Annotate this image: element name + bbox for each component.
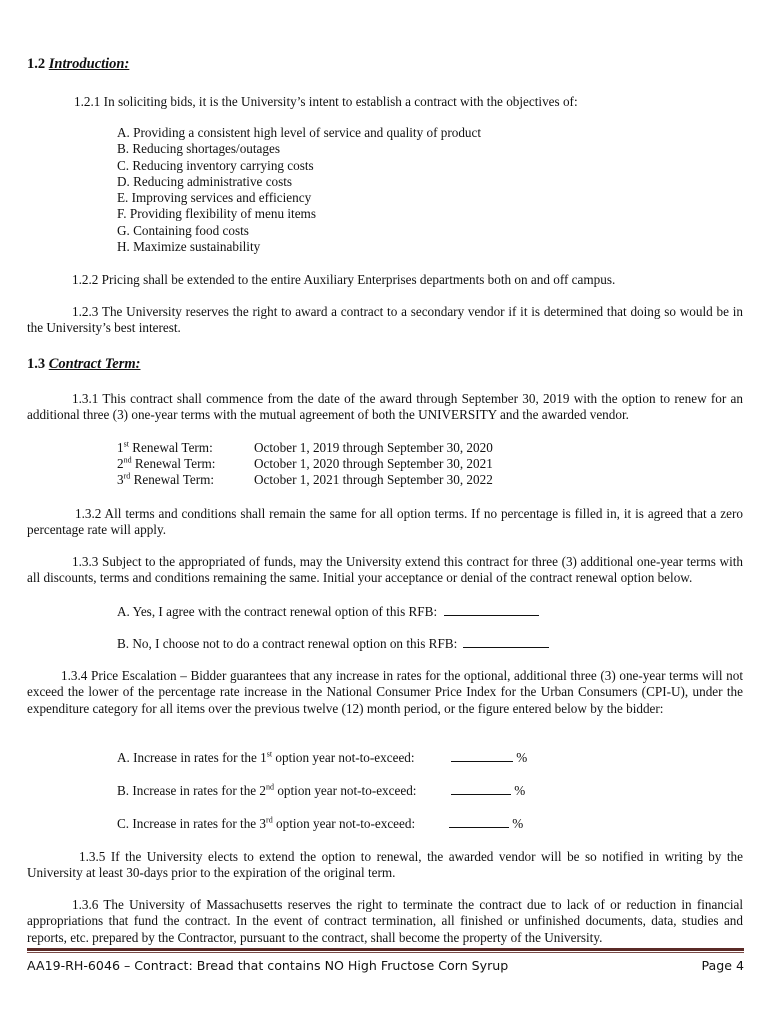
- percent-blank[interactable]: [451, 783, 511, 795]
- paragraph-1-2-3: 1.2.3 The University reserves the right to award a contract to a secondary vendor if it is determined that doing so would be in the University’s best interest.: [27, 304, 743, 336]
- escalation-prefix: C. Increase in rates for the 3: [117, 816, 267, 831]
- escalation-prefix: B. Increase in rates for the 2: [117, 783, 267, 798]
- list-item: C. Reducing inventory carrying costs: [117, 157, 314, 173]
- paragraph-1-2-1: 1.2.1 In soliciting bids, it is the University’s intent to establish a contract with the objectives of:: [74, 94, 578, 109]
- percent-sign: %: [514, 783, 526, 798]
- renewal-label: Renewal Term:: [131, 456, 216, 471]
- escalation-suffix: option year not-to-exceed:: [274, 783, 417, 798]
- renewal-term-row: [117, 472, 493, 488]
- section-title: Contract Term:: [48, 356, 141, 372]
- renewal-dates: October 1, 2021 through September 30, 2022: [254, 472, 493, 487]
- list-item: E. Improving services and efficiency: [117, 190, 312, 206]
- section-heading-1-2: [27, 56, 129, 72]
- escalation-suffix: option year not-to-exceed:: [272, 750, 415, 765]
- list-item: A. Providing a consistent high level of service and quality of product: [117, 125, 482, 140]
- footer-rule-thin: [27, 952, 744, 953]
- escalation-row: [117, 816, 415, 832]
- renewal-ordinal: 1: [117, 440, 124, 455]
- renewal-ordinal: 2: [117, 456, 124, 471]
- footer-rule: [27, 948, 744, 951]
- renewal-term-row: [117, 440, 493, 456]
- list-item: F. Providing flexibility of menu items: [117, 206, 316, 222]
- escalation-ordinal-suffix: nd: [266, 782, 275, 792]
- renewal-label: Renewal Term:: [130, 472, 215, 487]
- list-item: D. Reducing administrative costs: [117, 173, 293, 189]
- escalation-prefix: A. Increase in rates for the 1: [117, 750, 267, 765]
- paragraph-1-3-2: 1.3.2 All terms and conditions shall remain the same for all option terms. If no percentage is filled in, it is agreed that a zero percentage rate will apply.: [27, 506, 743, 538]
- renewal-ordinal-suffix: st: [123, 439, 129, 449]
- renewal-option-decline: [117, 636, 549, 652]
- escalation-ordinal-suffix: st: [266, 749, 273, 759]
- paragraph-1-2-2: 1.2.2 Pricing shall be extended to the entire Auxiliary Enterprises departments both on and off campus.: [72, 272, 616, 287]
- objectives-list: [117, 125, 481, 255]
- list-item: H. Maximize sustainability: [117, 239, 261, 255]
- paragraph-1-3-5: 1.3.5 If the University elects to extend the option to renewal, the awarded vendor will be so notified in writing by the University at least 30-days prior to the expiration of the original term.: [27, 849, 743, 881]
- paragraph-1-3-4: 1.3.4 Price Escalation – Bidder guarantees that any increase in rates for the optional, additional three (3) one-year terms will not exceed the lower of the percentage rate increase in the National Consumer Price Index for the Urban Consumers (CPI-U), under the expenditure category for all items over the previous twelve (12) month period, or the figure entered below by the bidder:: [27, 668, 743, 716]
- section-title: Introduction:: [48, 56, 130, 72]
- initial-decline-blank[interactable]: [463, 636, 549, 648]
- escalation-ordinal-suffix: rd: [266, 815, 273, 825]
- list-item: G. Containing food costs: [117, 222, 249, 238]
- paragraph-1-3-6: 1.3.6 The University of Massachusetts reserves the right to terminate the contract due to lack of or reduction in financial appropriations that fund the contract. In the event of contract termination, all finished or unfinished documents, data, studies and reports, etc. prepared by the Contractor, pursuant to the contract, shall become the property of the University.: [27, 897, 743, 945]
- renewal-ordinal-suffix: nd: [123, 455, 132, 465]
- escalation-row: [117, 783, 416, 799]
- initial-accept-blank[interactable]: [444, 604, 539, 616]
- escalation-suffix: option year not-to-exceed:: [272, 816, 416, 831]
- section-number: 1.2: [27, 56, 46, 72]
- list-item: B. Reducing shortages/outages: [117, 141, 280, 157]
- escalation-entry: [449, 816, 523, 832]
- percent-blank[interactable]: [449, 816, 509, 828]
- renewal-dates: October 1, 2020 through September 30, 2021: [254, 456, 493, 471]
- percent-sign: %: [512, 816, 524, 831]
- renewal-dates: October 1, 2019 through September 30, 2020: [254, 440, 493, 455]
- renewal-ordinal-suffix: rd: [123, 471, 131, 481]
- escalation-entry: [451, 750, 527, 766]
- percent-blank[interactable]: [451, 750, 513, 762]
- escalation-entry: [451, 783, 525, 799]
- page-number: Page 4: [701, 958, 744, 973]
- renewal-label: Renewal Term:: [128, 440, 213, 455]
- renewal-ordinal: 3: [117, 472, 124, 487]
- percent-sign: %: [516, 750, 528, 765]
- paragraph-1-3-3: 1.3.3 Subject to the appropriated of funds, may the University extend this contract for three (3) additional one-year terms with all discounts, terms and conditions remaining the same. Initial your acceptance or denial of the contract renewal option below.: [27, 554, 743, 586]
- renewal-term-row: [117, 456, 493, 472]
- section-heading-1-3: [27, 356, 140, 372]
- renewal-option-accept: [117, 604, 539, 620]
- section-number: 1.3: [27, 356, 46, 372]
- page-footer: [27, 958, 744, 974]
- paragraph-1-3-1: 1.3.1 This contract shall commence from the date of the award through September 30, 2019 with the option to renew for an additional three (3) one-year terms with the mutual agreement of both the UNIVERSITY and the awarded vendor.: [27, 391, 743, 423]
- option-text: B. No, I choose not to do a contract renewal option on this RFB:: [117, 636, 458, 651]
- escalation-row: [117, 750, 415, 766]
- footer-document-title: AA19-RH-6046 – Contract: Bread that contains NO High Fructose Corn Syrup: [27, 958, 509, 973]
- option-text: A. Yes, I agree with the contract renewal option of this RFB:: [117, 604, 438, 619]
